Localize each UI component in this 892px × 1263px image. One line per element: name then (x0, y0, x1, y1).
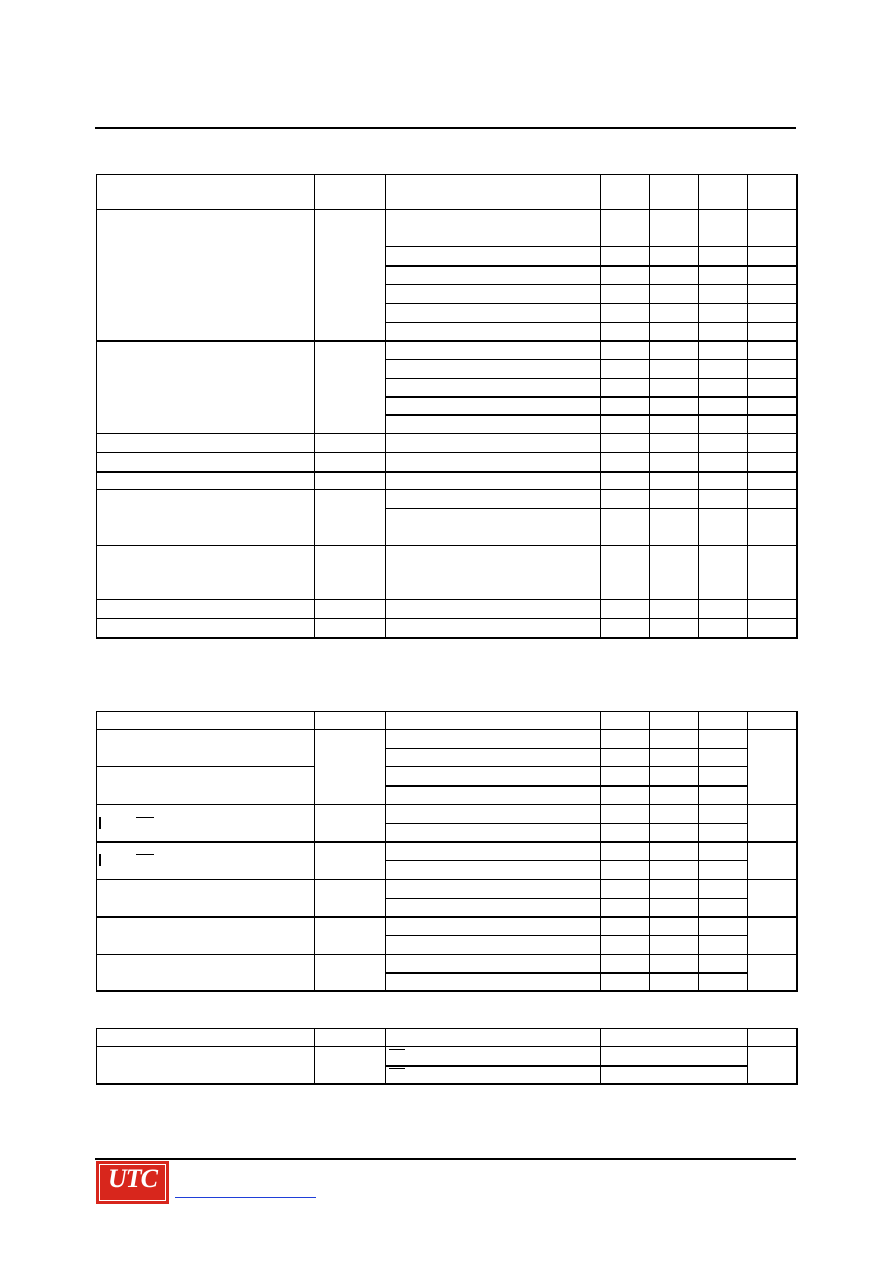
truth-table (96, 1028, 798, 1085)
vertical-mark (99, 817, 101, 829)
overbar-mark (136, 854, 154, 855)
logo-text: UTC (108, 1164, 157, 1193)
vertical-mark (99, 854, 101, 866)
utc-logo (96, 1161, 169, 1204)
overbar-mark (389, 1049, 405, 1050)
switching-characteristics-table (96, 711, 798, 992)
footer-rule (95, 1158, 796, 1160)
overbar-mark (136, 817, 154, 818)
overbar-mark (389, 1068, 405, 1069)
electrical-characteristics-table (96, 174, 798, 639)
header-rule (95, 127, 796, 129)
website-link[interactable] (175, 1196, 316, 1198)
